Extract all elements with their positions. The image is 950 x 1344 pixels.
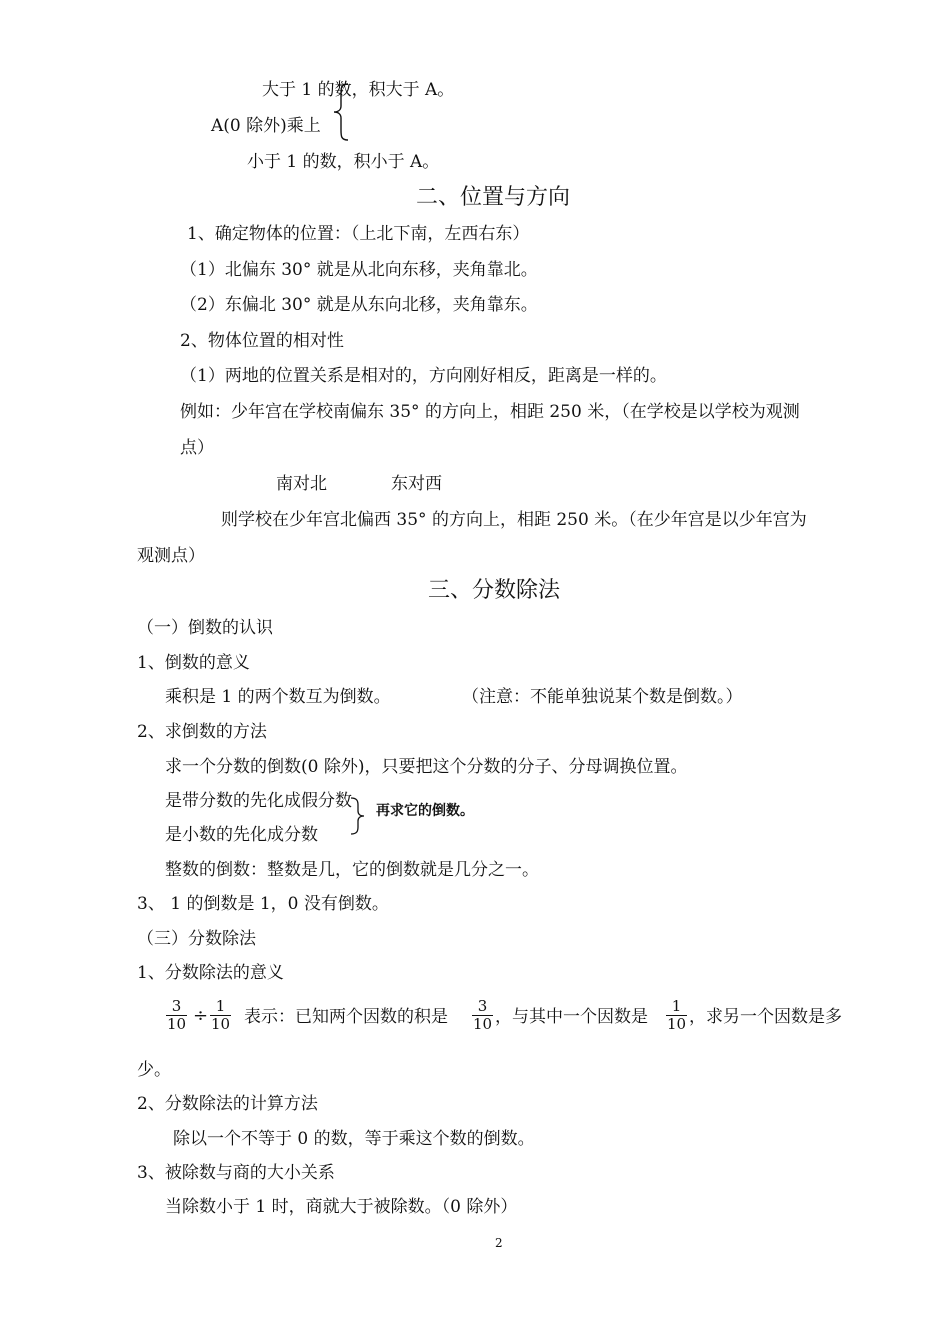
brace-icon xyxy=(330,82,354,142)
paragraph: 整数的倒数：整数是几，它的倒数就是几分之一。 xyxy=(165,860,539,880)
paragraph: 观测点） xyxy=(137,546,205,566)
reciprocal-note: 再求它的倒数。 xyxy=(376,803,474,819)
rule-less-line: 小于 1 的数，积小于 A。 xyxy=(247,152,440,172)
paragraph: 乘积是 1 的两个数互为倒数。 xyxy=(165,687,391,707)
section-title-fraction-division: 三、分数除法 xyxy=(428,578,561,603)
paragraph: 求一个分数的倒数(0 除外)，只要把这个分数的分子、分母调换位置。 xyxy=(165,757,688,777)
paragraph: 则学校在少年宫北偏西 35° 的方向上，相距 250 米。（在少年宫是以少年宫为 xyxy=(221,510,807,530)
paragraph: 例如：少年宫在学校南偏东 35° 的方向上，相距 250 米，（在学校是以学校为观测 xyxy=(180,402,800,422)
rule-a-line: A(0 除外)乘上 xyxy=(211,116,321,136)
paragraph: 1、倒数的意义 xyxy=(137,653,250,673)
fraction: $\frac{3}{10}$ xyxy=(167,997,187,1033)
rule-greater-line: 大于 1 的数，积大于 A。 xyxy=(262,80,455,100)
paragraph: ，求另一个因数是多 xyxy=(689,1007,842,1027)
paragraph: 表示：已知两个因数的积是 xyxy=(244,1007,448,1027)
paragraph: 是小数的先化成分数 xyxy=(165,825,318,845)
fraction: $\frac{1}{10}$ xyxy=(211,997,231,1033)
brace-icon xyxy=(348,796,372,836)
paragraph: 3、 1 的倒数是 1，0 没有倒数。 xyxy=(137,894,389,914)
section-title-position: 二、位置与方向 xyxy=(416,185,571,210)
paragraph: 2、分数除法的计算方法 xyxy=(137,1094,318,1114)
paragraph: 当除数小于 1 时，商就大于被除数。（0 除外） xyxy=(165,1197,518,1217)
paragraph: （三）分数除法 xyxy=(137,929,256,949)
paragraph: 1、确定物体的位置：（上北下南，左西右东） xyxy=(187,224,530,244)
paragraph: （1）北偏东 30° 就是从北向东移，夹角靠北。 xyxy=(180,260,538,280)
paragraph: （1）两地的位置关系是相对的，方向刚好相反，距离是一样的。 xyxy=(180,366,667,386)
paragraph: ，与其中一个因数是 xyxy=(495,1007,648,1027)
paragraph: 3、被除数与商的大小关系 xyxy=(137,1163,335,1183)
fraction: $\frac{1}{10}$ xyxy=(667,997,687,1033)
division-sign: ÷ xyxy=(193,1005,209,1026)
paragraph: 1、分数除法的意义 xyxy=(137,963,284,983)
paragraph: （一）倒数的认识 xyxy=(137,618,273,638)
paragraph: 东对西 xyxy=(391,474,442,494)
paragraph: 2、物体位置的相对性 xyxy=(180,331,344,351)
page-number: 2 xyxy=(495,1236,503,1250)
paragraph: （注意：不能单独说某个数是倒数。） xyxy=(462,687,743,707)
paragraph: 点） xyxy=(180,438,214,458)
paragraph: （2）东偏北 30° 就是从东向北移，夹角靠东。 xyxy=(180,295,538,315)
paragraph: 少。 xyxy=(137,1060,171,1080)
paragraph: 除以一个不等于 0 的数，等于乘这个数的倒数。 xyxy=(173,1129,535,1149)
paragraph: 是带分数的先化成假分数 xyxy=(165,791,352,811)
fraction: $\frac{3}{10}$ xyxy=(473,997,493,1033)
paragraph: 南对北 xyxy=(276,474,327,494)
paragraph: 2、求倒数的方法 xyxy=(137,722,267,742)
